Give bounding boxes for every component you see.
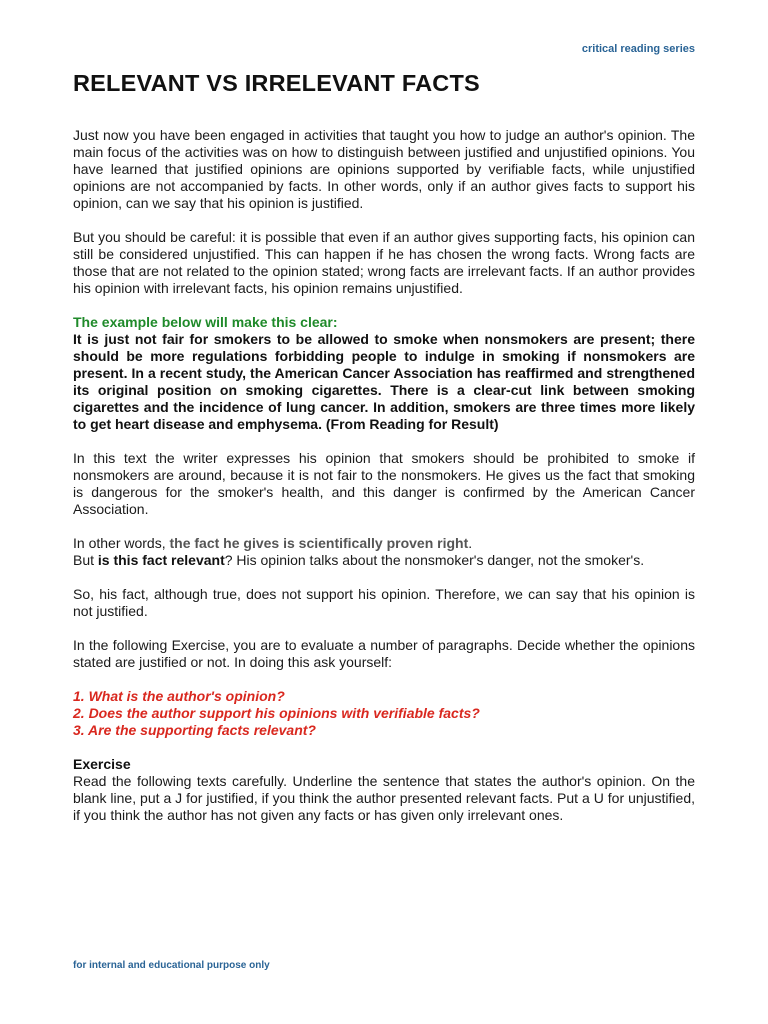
footer-note: for internal and educational purpose only bbox=[73, 960, 270, 971]
document-body bbox=[73, 70, 695, 824]
question-item: 3. Are the supporting facts relevant? bbox=[73, 722, 316, 738]
example-text: It is just not fair for smokers to be allowed to smoke when nonsmokers are present; there should be more regulations forbidding people to indulge in smoking if nonsmokers are present. In a recent study, the American Cancer Association has reaffirmed and strengthened its original position on smoking cigarettes. There is a clear-cut link between smoking cigarettes and the incidence of lung cancer. In addition, smokers are three times more likely to get heart disease and emphysema. (From Reading for Result) bbox=[73, 331, 695, 432]
intro-paragraph: Just now you have been engaged in activities that taught you how to judge an author's opinion. The main focus of the activities was on how to distinguish between justified and unjustified opinions. You have learned that justified opinions are opinions supported by verifiable facts, while unjustified opinions are not accompanied by facts. In other words, only if an author gives facts to support his opinion, can we say that his opinion is justified. bbox=[73, 127, 695, 211]
exercise-heading: Exercise bbox=[73, 756, 131, 772]
caution-paragraph: But you should be careful: it is possible that even if an author gives supporting facts, his opinion can still be considered unjustified. This can happen if he has chosen the wrong facts. Wrong facts are those that are not related to the opinion stated; wrong facts are irrelevant facts. If an author provides his opinion with irrelevant facts, his opinion remains unjustified. bbox=[73, 229, 695, 296]
relevance-question-paragraph bbox=[73, 552, 695, 569]
other-words-lead: In other words, bbox=[73, 535, 170, 551]
other-words-end: . bbox=[468, 535, 473, 551]
question-item: 1. What is the author's opinion? bbox=[73, 688, 285, 704]
conclusion-paragraph: So, his fact, although true, does not support his opinion. Therefore, we can say that his opinion is not justified. bbox=[73, 586, 695, 619]
relevance-emphasis: is this fact relevant bbox=[97, 552, 225, 568]
series-label: critical reading series bbox=[581, 43, 695, 55]
other-words-paragraph bbox=[73, 535, 695, 552]
analysis-paragraph: In this text the writer expresses his opinion that smokers should be prohibited to smoke if nonsmokers are around, because it is not fair to the nonsmokers. He gives us the fact that smoking is dangerous for the smoker's health, and this danger is confirmed by the American Cancer Association. bbox=[73, 450, 695, 517]
relevance-end: ? His opinion talks about the nonsmoker's danger, not the smoker's. bbox=[224, 552, 645, 568]
relevance-lead: But bbox=[73, 552, 98, 568]
other-words-emphasis: the fact he gives is scientifically proven right bbox=[169, 535, 469, 551]
example-heading: The example below will make this clear: bbox=[73, 314, 338, 330]
exercise-text: Read the following texts carefully. Underline the sentence that states the author's opinion. On the blank line, put a J for justified, if you think the author presented relevant facts. Put a U for unjustified, if you think the author has not given any facts or has given only irrelevant ones. bbox=[73, 773, 695, 823]
question-item: 2. Does the author support his opinions with verifiable facts? bbox=[73, 705, 480, 721]
page-title: RELEVANT VS IRRELEVANT FACTS bbox=[73, 70, 480, 96]
instruction-paragraph: In the following Exercise, you are to evaluate a number of paragraphs. Decide whether the opinions stated are justified or not. In doing this ask yourself: bbox=[73, 637, 695, 670]
